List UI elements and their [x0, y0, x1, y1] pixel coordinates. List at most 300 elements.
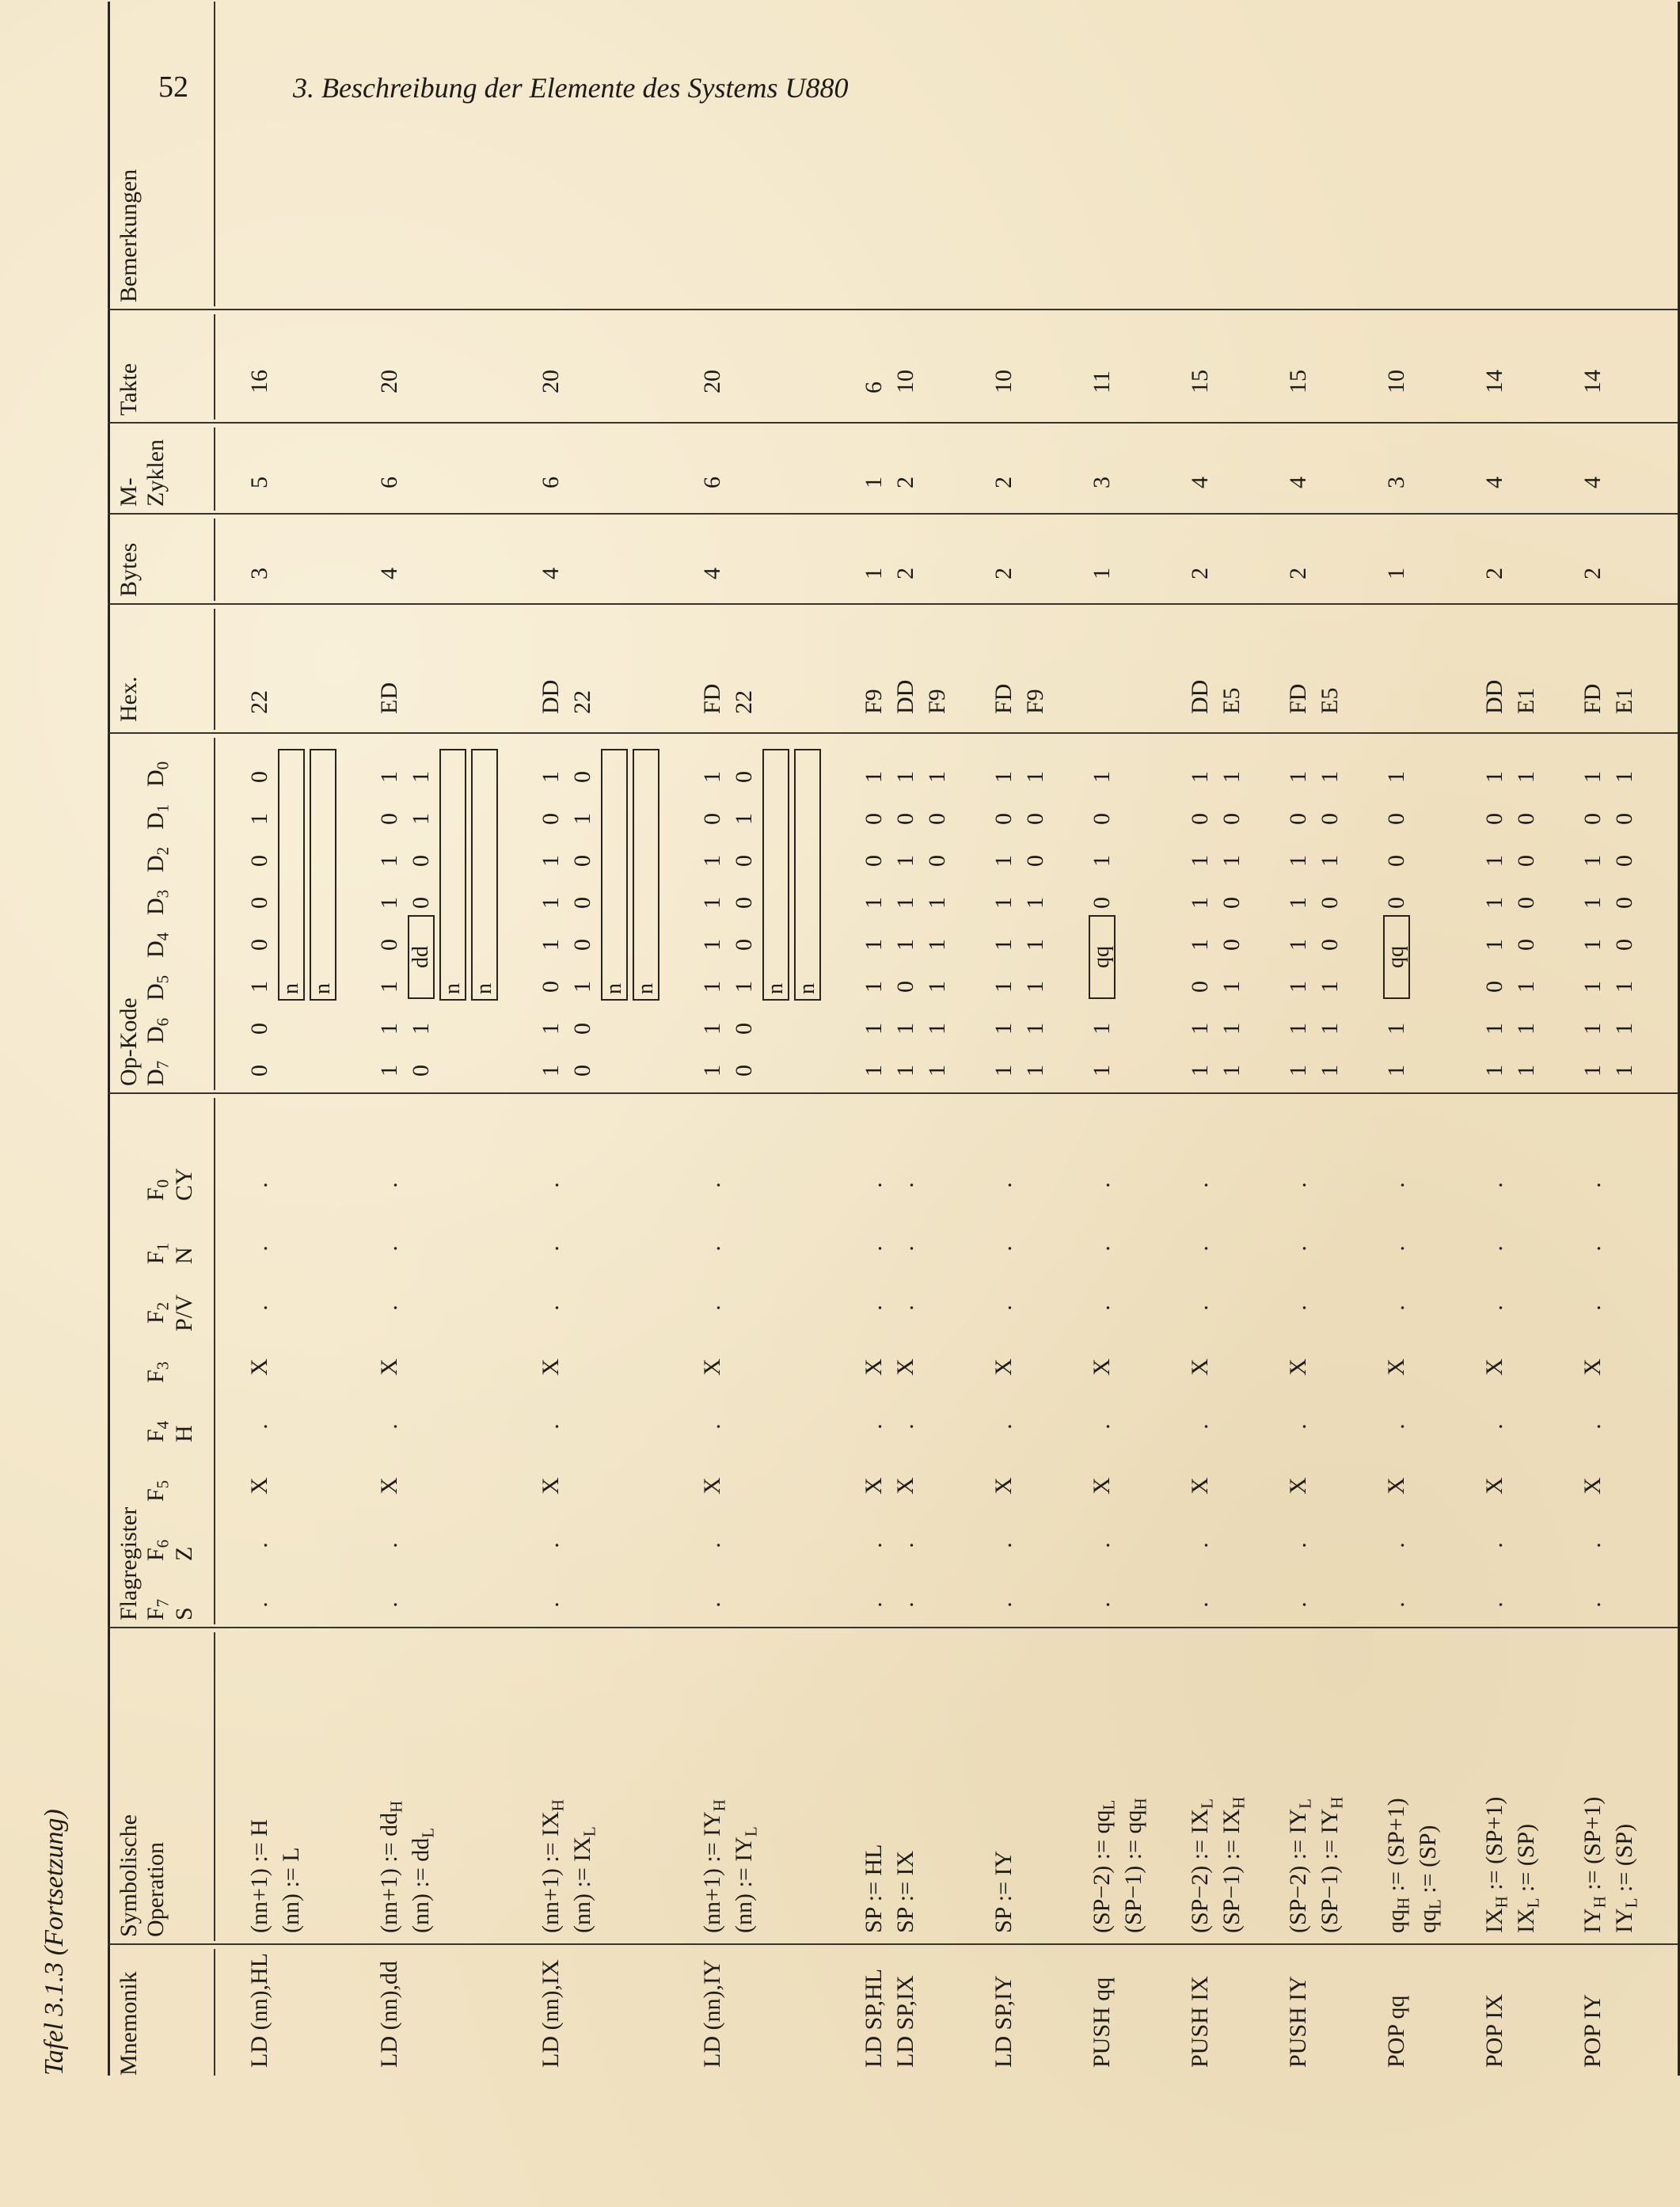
flag-value: .	[538, 1542, 564, 1548]
flag-value: .	[892, 1182, 918, 1188]
flag-value: .	[990, 1423, 1017, 1430]
takte-value: 10	[1383, 370, 1409, 393]
flag-value: .	[861, 1542, 887, 1548]
opcode-bit: 0	[569, 771, 595, 783]
operand-byte-box: n	[310, 749, 336, 1001]
opcode-bit: 0	[246, 1023, 272, 1035]
opcode-bit: 1	[1089, 855, 1115, 867]
hex-value: F9	[924, 689, 950, 714]
hex-cell	[1577, 684, 1640, 714]
symbolic-operation: (SP−1) := $IX_H$	[1218, 1796, 1249, 1933]
opcode-bit: 1	[924, 939, 950, 951]
flag-value: X	[538, 1477, 564, 1495]
mzyklen-cell	[1184, 477, 1216, 488]
flag-value: X	[1579, 1477, 1606, 1495]
symbolic-operation: (SP−1) := $IY_H$	[1317, 1796, 1347, 1933]
symbolic-operation: $IX_H$ := (SP+1)	[1481, 1796, 1511, 1933]
flag-value: .	[892, 1305, 918, 1311]
opcode-bit: 1	[1187, 771, 1213, 783]
takte-value: 6	[861, 382, 887, 393]
opcode-bit: 1	[1218, 855, 1245, 867]
header-flag-names	[143, 1098, 171, 1620]
opcode-bit: 1	[1285, 1065, 1311, 1077]
opcode-bit: 0	[1513, 897, 1539, 909]
opcode-bit: 0	[699, 813, 725, 825]
mnemonic-cell	[988, 1975, 1020, 2068]
takte-value: 20	[376, 370, 402, 393]
opcode-bit: 0	[1481, 981, 1507, 993]
flag-value: .	[1579, 1305, 1606, 1311]
flag-value: .	[538, 1423, 564, 1430]
flag-value: .	[892, 1542, 918, 1548]
flag-value: .	[246, 1182, 272, 1188]
opcode-bit: 0	[538, 813, 564, 825]
opcode-bit: 1	[892, 771, 918, 783]
takte-cell	[535, 370, 567, 393]
flag-value: .	[246, 1542, 272, 1548]
flag-value: .	[990, 1601, 1017, 1608]
header-rule	[214, 1632, 215, 1941]
flag-header-f2: $F_2$	[143, 1301, 173, 1324]
opcode-bit: 1	[1481, 1065, 1507, 1077]
opcode-bit: 0	[892, 981, 918, 993]
symbolic-operation-cell	[1086, 1798, 1150, 1933]
mnemonic-cell	[535, 1959, 567, 2068]
opcode-bit: 1	[1317, 855, 1343, 867]
bytes-value: 1	[1383, 568, 1409, 579]
opcode-bit: 0	[1317, 897, 1343, 909]
opcode-bit: 1	[1285, 981, 1311, 993]
header-symbolische-operation	[116, 1814, 169, 1937]
bytes-value: 2	[1481, 568, 1507, 579]
opcode-bit: 0	[246, 939, 272, 951]
mzyklen-value: 5	[246, 477, 272, 488]
hex-value: FD	[699, 683, 725, 714]
bytes-value: 4	[376, 568, 402, 579]
opcode-bit: 1	[699, 939, 725, 951]
opcode-bit: 1	[1611, 1023, 1637, 1035]
flag-value: .	[892, 1423, 918, 1430]
flag-value: .	[1383, 1245, 1409, 1252]
flag-value: .	[1089, 1423, 1115, 1430]
hex-value: E5	[1317, 687, 1343, 714]
mnemonic: LD (nn),IX	[538, 1959, 564, 2068]
header-bytes: Bytes	[116, 542, 142, 597]
opcode-bit: 1	[924, 897, 950, 909]
flag-value: .	[1089, 1245, 1115, 1252]
opcode-bit: 1	[376, 1023, 402, 1035]
opcode-bit: 1	[861, 1065, 887, 1077]
flag-value: .	[1481, 1542, 1507, 1548]
bytes-cell	[244, 568, 276, 579]
opcode-bit: 0	[1317, 939, 1343, 951]
hex-cell	[697, 684, 760, 714]
flag-value: X	[538, 1358, 564, 1376]
flag-value: .	[1285, 1601, 1311, 1608]
header-rule	[214, 1098, 215, 1624]
flag-value: .	[699, 1245, 725, 1252]
takte-cell	[1479, 370, 1511, 393]
opcode-bit: 1	[408, 771, 434, 783]
mzyklen-cell	[374, 477, 405, 488]
flag-header-f7: $F_7$	[143, 1598, 173, 1620]
flag-value: X	[1187, 1477, 1213, 1495]
opcode-bit: 1	[892, 897, 918, 909]
operand-byte-box: n	[762, 749, 789, 1001]
flag-value: X	[1481, 1358, 1507, 1376]
flag-value: .	[1481, 1182, 1507, 1188]
takte-cell	[374, 370, 405, 393]
opcode-bit: 0	[1218, 939, 1245, 951]
hex-value: ED	[376, 682, 402, 714]
flag-letter: S	[171, 1607, 197, 1620]
flag-value: .	[861, 1182, 887, 1188]
hex-value: DD	[1187, 679, 1213, 714]
opcode-bit: 1	[1481, 771, 1507, 783]
mnemonic-cell	[1184, 1976, 1216, 2068]
opcode-bit: 1	[990, 1065, 1017, 1077]
opbit-header: $D_0$	[143, 761, 173, 787]
flag-value: .	[1285, 1245, 1311, 1252]
mnemonic: POP qq	[1383, 1995, 1409, 2068]
flag-value: .	[538, 1305, 564, 1311]
opcode-bit: 1	[1089, 1065, 1115, 1077]
takte-cell	[858, 370, 922, 393]
mnemonic-cell	[1577, 1994, 1609, 2068]
symbolic-operation: SP := HL	[861, 1844, 887, 1933]
header-mzyklen	[116, 439, 169, 507]
opcode-bit: 0	[1611, 855, 1637, 867]
bytes-cell	[374, 568, 405, 579]
mzyklen-value: 3	[1383, 477, 1409, 488]
symbolic-operation: $IX_L$ := (SP)	[1513, 1823, 1543, 1933]
takte-cell	[244, 370, 276, 393]
hex-value: F9	[1022, 689, 1048, 714]
flag-value: X	[699, 1358, 725, 1376]
flag-value: X	[861, 1477, 887, 1495]
opcode-bit: 1	[861, 771, 887, 783]
symbolic-operation: (nn) := $IY_L$	[731, 1826, 761, 1933]
opcode-bit: 1	[1481, 897, 1507, 909]
takte-value: 10	[892, 370, 918, 393]
header-takte: Takte	[116, 363, 142, 416]
flag-value: .	[246, 1601, 272, 1608]
mzyklen-cell	[1479, 477, 1511, 488]
opcode-bit: 1	[1022, 1023, 1048, 1035]
opcode-bit: 1	[408, 1023, 434, 1035]
opcode-bit: 1	[1317, 1065, 1343, 1077]
flag-value: .	[892, 1601, 918, 1608]
header-opkode	[116, 738, 171, 1086]
opcode-bit: 0	[892, 813, 918, 825]
opcode-bit: 1	[1089, 771, 1115, 783]
opcode-bit: 1	[990, 1023, 1017, 1035]
mzyklen-value: 6	[376, 477, 402, 488]
hex-value: DD	[538, 679, 564, 714]
flag-value: .	[1579, 1245, 1606, 1252]
flag-value: .	[699, 1423, 725, 1430]
takte-cell	[1577, 370, 1609, 393]
symbolic-operation-cell	[535, 1799, 599, 1933]
hex-value: DD	[1481, 679, 1507, 714]
mnemonic-cell	[1381, 1996, 1412, 2068]
hex-value: E1	[1611, 687, 1637, 714]
opcode-table	[108, 2, 1675, 2076]
opcode-bit: 1	[861, 1023, 887, 1035]
mzyklen-value: 2	[892, 477, 918, 488]
bytes-cell	[1479, 568, 1511, 579]
mnemonic: LD SP,IX	[892, 1975, 918, 2068]
flag-value: X	[1383, 1358, 1409, 1376]
opcode-bit: 1	[376, 981, 402, 993]
flag-value: X	[699, 1477, 725, 1495]
opcode-bit: 1	[892, 855, 918, 867]
opcode-bit: 1	[376, 855, 402, 867]
hex-cell	[1479, 680, 1542, 714]
flag-value: .	[861, 1245, 887, 1252]
symbolic-operation: SP := IY	[990, 1850, 1017, 1933]
opcode-bit: 1	[1317, 771, 1343, 783]
opcode-bit: 0	[408, 897, 434, 909]
hex-value: E1	[1513, 687, 1539, 714]
header-flag-letters	[171, 1098, 200, 1620]
opbit-header: $D_6$	[143, 1017, 173, 1043]
bytes-cell	[858, 568, 922, 579]
opcode-bit: 0	[1611, 813, 1637, 825]
header-rule	[214, 314, 215, 420]
flag-value: .	[1383, 1182, 1409, 1188]
takte-cell	[1381, 370, 1412, 393]
mzyklen-value: 4	[1579, 477, 1606, 488]
hex-cell	[1184, 680, 1248, 714]
bytes-value: 2	[892, 568, 918, 579]
symbolic-operation: (SP−2) := $IY_L$	[1285, 1798, 1315, 1933]
opcode-bit: 0	[1611, 939, 1637, 951]
flag-value: X	[1089, 1477, 1115, 1495]
symbolic-operation: $qq_H$ := (SP+1)	[1383, 1798, 1413, 1933]
opcode-bit: 1	[1579, 981, 1606, 993]
flag-value: .	[376, 1542, 402, 1548]
bytes-cell	[1577, 568, 1609, 579]
symbolic-operation: (nn) := $IX_L$	[569, 1826, 599, 1933]
flag-value: X	[1383, 1477, 1409, 1495]
opcode-bit: 0	[1285, 813, 1311, 825]
bytes-value: 2	[990, 568, 1017, 579]
opcode-bit: 1	[1579, 855, 1606, 867]
opcode-bit: 1	[731, 981, 757, 993]
opcode-bit: 0	[1383, 855, 1409, 867]
flag-value: X	[990, 1477, 1017, 1495]
header-mnemonik: Mnemonik	[116, 1971, 142, 2076]
mnemonic-cell	[858, 1969, 922, 2068]
mzyklen-value: 1	[861, 477, 887, 488]
opcode-bit: 1	[1383, 1065, 1409, 1077]
opcode-bit: 1	[408, 813, 434, 825]
symbolic-operation: (nn+1) := H	[246, 1819, 272, 1933]
mzyklen-cell	[697, 477, 728, 488]
opcode-bit: 1	[924, 1023, 950, 1035]
takte-value: 14	[1481, 370, 1507, 393]
mzyklen-cell	[1381, 477, 1412, 488]
flag-value: .	[1089, 1182, 1115, 1188]
opcode-bit: 1	[538, 939, 564, 951]
mnemonic: LD SP,HL	[861, 1968, 887, 2068]
flag-value: .	[1187, 1601, 1213, 1608]
opcode-bit: 1	[990, 771, 1017, 783]
flag-letter: Z	[171, 1546, 197, 1561]
symbolic-operation-cell	[1479, 1797, 1542, 1933]
hex-cell	[988, 684, 1051, 714]
flag-value: .	[990, 1305, 1017, 1311]
opcode-bit: 0	[1089, 897, 1115, 909]
header-rule	[214, 2, 215, 306]
symbolic-operation-cell	[244, 1819, 307, 1933]
flag-value: .	[1383, 1601, 1409, 1608]
hex-cell	[374, 682, 405, 714]
header-mzyklen-line2: Zyklen	[143, 439, 169, 507]
hex-value: DD	[892, 679, 918, 714]
symbolic-operation-cell	[1381, 1798, 1444, 1933]
flag-value: .	[1285, 1423, 1311, 1430]
flag-value: .	[1187, 1305, 1213, 1311]
flag-value: X	[990, 1358, 1017, 1376]
mzyklen-value: 4	[1285, 477, 1311, 488]
bytes-cell	[697, 568, 728, 579]
opcode-bit: 1	[1187, 897, 1213, 909]
flag-header-f4: $F_4$	[143, 1420, 173, 1442]
opcode-bit: 0	[1022, 855, 1048, 867]
header-rule	[214, 609, 215, 730]
opcode-bit: 0	[1513, 813, 1539, 825]
takte-cell	[1184, 370, 1216, 393]
bytes-value: 3	[246, 568, 272, 579]
opcode-bit: 1	[1187, 1065, 1213, 1077]
takte-cell	[1283, 370, 1314, 393]
flag-value: .	[1383, 1423, 1409, 1430]
operand-byte-box: n	[601, 749, 628, 1001]
opcode-bit: 1	[924, 771, 950, 783]
mzyklen-cell	[1577, 477, 1609, 488]
flag-value: X	[1285, 1477, 1311, 1495]
opcode-bit: 1	[1285, 1023, 1311, 1035]
flag-letter: N	[171, 1247, 197, 1264]
bytes-cell	[988, 568, 1020, 579]
flag-value: X	[1579, 1358, 1606, 1376]
opcode-bit: 0	[1187, 813, 1213, 825]
bytes-value: 2	[1285, 568, 1311, 579]
opcode-bit: 0	[924, 855, 950, 867]
opcode-bit: 1	[1513, 771, 1539, 783]
flag-header-f0: $F_0$	[143, 1179, 173, 1201]
bytes-cell	[1086, 568, 1118, 579]
opcode-bit: 1	[1187, 939, 1213, 951]
opcode-bit: 1	[1611, 981, 1637, 993]
opcode-bit: 1	[699, 897, 725, 909]
flag-letter: CY	[171, 1168, 197, 1201]
opcode-bit: 0	[1317, 813, 1343, 825]
opcode-bit: 1	[1218, 1023, 1245, 1035]
symbolic-operation: (nn+1) := $dd_H$	[376, 1800, 406, 1933]
flag-value: X	[246, 1477, 272, 1495]
opcode-bit: 1	[990, 981, 1017, 993]
opcode-bit: 0	[1089, 813, 1115, 825]
bytes-value: 4	[699, 568, 725, 579]
opcode-bit: 1	[861, 897, 887, 909]
symbolic-operation: (nn+1) := $IX_H$	[538, 1799, 568, 1933]
opcode-bit: 0	[1481, 813, 1507, 825]
mnemonic-cell	[1283, 1976, 1314, 2068]
flag-header-f6: $F_6$	[143, 1539, 173, 1561]
flag-value: X	[376, 1358, 402, 1376]
flag-value: .	[538, 1245, 564, 1252]
opcode-bit: 1	[1218, 981, 1245, 993]
flag-value: .	[376, 1601, 402, 1608]
mzyklen-cell	[988, 477, 1020, 488]
opcode-bit: 1	[861, 981, 887, 993]
symbolic-operation: (nn) := L	[278, 1847, 304, 1933]
operand-byte-box: n	[794, 749, 821, 1001]
mzyklen-cell	[535, 477, 567, 488]
flag-value: .	[1187, 1542, 1213, 1548]
opcode-bit: 1	[1481, 939, 1507, 951]
flag-value: .	[1579, 1182, 1606, 1188]
opcode-bit: 1	[1383, 771, 1409, 783]
flag-value: X	[1285, 1358, 1311, 1376]
opcode-bit: 1	[731, 813, 757, 825]
symbolic-operation: $IY_H$ := (SP+1)	[1579, 1796, 1610, 1933]
flag-value: .	[1089, 1305, 1115, 1311]
flag-value: .	[1481, 1423, 1507, 1430]
flag-value: .	[1481, 1305, 1507, 1311]
symbolic-operation: SP := IX	[892, 1850, 918, 1933]
operand-byte-box: n	[439, 749, 466, 1001]
opcode-bit: 1	[1481, 1023, 1507, 1035]
opcode-bit: 0	[569, 939, 595, 951]
opcode-bit: 1	[1579, 1065, 1606, 1077]
header-opkode-title: Op-Kode	[116, 997, 142, 1086]
opcode-bit: 0	[1218, 897, 1245, 909]
flag-value: .	[990, 1542, 1017, 1548]
bytes-value: 2	[1579, 568, 1606, 579]
symbolic-operation: $qq_L$ := (SP)	[1415, 1825, 1445, 1933]
operand-byte-box: n	[471, 749, 498, 1001]
opcode-bit: 1	[924, 1065, 950, 1077]
opcode-bit: 0	[1513, 855, 1539, 867]
flag-value: X	[892, 1477, 918, 1495]
opcode-bit: 1	[1383, 1023, 1409, 1035]
header-flagregister-title: Flagregister	[116, 1506, 142, 1620]
header-hex: Hex.	[116, 676, 142, 722]
operand-byte-box: n	[633, 749, 659, 1001]
opcode-bit: 1	[376, 1065, 402, 1077]
symbolic-operation-cell	[1577, 1797, 1640, 1933]
header-rule	[214, 1949, 215, 2076]
mzyklen-cell	[244, 477, 276, 488]
flag-value: .	[246, 1305, 272, 1311]
opcode-bit: 1	[1481, 855, 1507, 867]
mnemonic: POP IX	[1481, 1993, 1507, 2068]
mnemonic: LD SP,IY	[990, 1975, 1017, 2068]
opcode-bit: 0	[731, 771, 757, 783]
operand-byte-box: n	[278, 749, 305, 1001]
opcode-bit: 1	[569, 981, 595, 993]
opcode-bit: 0	[376, 813, 402, 825]
opcode-bit: 0	[246, 855, 272, 867]
mzyklen-value: 4	[1481, 477, 1507, 488]
header-flagregister	[116, 1098, 200, 1620]
opcode-bit: 1	[1022, 897, 1048, 909]
mzyklen-value: 2	[990, 477, 1017, 488]
